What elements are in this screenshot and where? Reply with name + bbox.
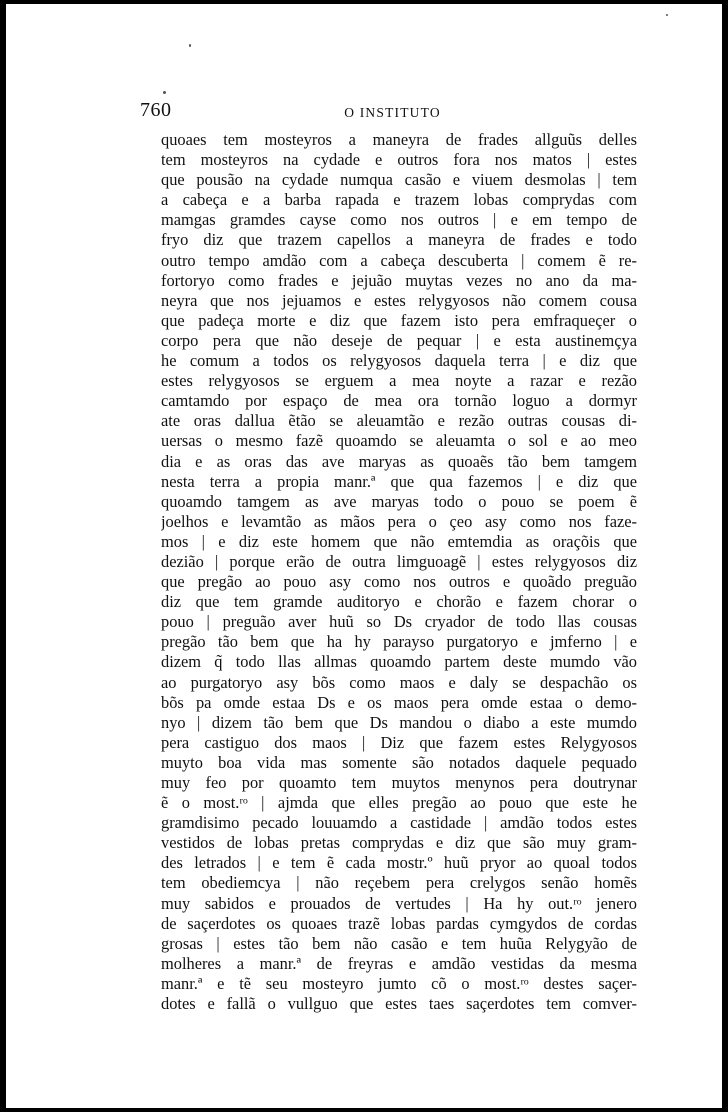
text-line: mamgas gramdes cayse como nos outros | e em tempo de — [161, 210, 637, 230]
text-line: estes relygyosos se erguem a mea noyte a razar e rezão — [161, 371, 637, 391]
text-line: diz que tem gramde auditoryo e chorão e fazem chorar o — [161, 592, 637, 612]
text-line: gramdisimo pecado louuamdo a castidade | amdão todos estes — [161, 813, 637, 833]
text-line: quoaes tem mosteyros a maneyra de frades allguũs delles — [161, 130, 637, 149]
text-line: corpo pera que não deseje de pequar | e esta austinemçya — [161, 330, 637, 350]
book-page — [6, 4, 722, 1108]
page-frame — [6, 4, 722, 1108]
text-line: fortoryo como frades e jejuão muytas vezes no ano da ma- — [161, 270, 637, 290]
text-line: ẽ o most.ʳᵒ | ajmda que elles pregão ao pouo que este he — [161, 793, 637, 813]
text-line: pregão tão bem que ha hy parayso purgatoryo e jmferno | e — [161, 632, 637, 652]
text-line: ao purgatoryo asy bõs como maos e daly se despachão os — [161, 672, 637, 692]
text-line: bõs pa omde estaa Ds e os maos pera omde estaa o demo- — [161, 692, 637, 712]
text-line: outro tempo amdão com a cabeça descuberta | comem ẽ re- — [161, 250, 637, 270]
text-line: que pregão ao pouo asy como nos outros e quoãdo preguão — [161, 572, 637, 592]
page-number: 760 — [140, 99, 172, 121]
text-line: dia e as oras das ave maryas as quoaẽs tão bem tamgem — [161, 451, 637, 471]
text-line: ate oras dallua ẽtão se aleuamtão e rezão outras cousas di- — [161, 411, 637, 431]
text-line: muy feo por quoamto tem muytos menynos pera doutrynar — [161, 773, 637, 792]
text-line: he comum a todos os relygyosos daquela terra | e diz que — [161, 351, 637, 371]
text-line: nyo | dizem tão bem que Ds mandou o diabo a este mumdo — [161, 712, 637, 732]
text-line: joelhos e levamtão as mãos pera o çeo asy como nos faze- — [161, 511, 637, 531]
print-speck — [189, 44, 191, 47]
text-line: nesta terra a propia manr.ª que qua fazemos | e diz que — [161, 471, 637, 491]
text-line: uersas o mesmo fazẽ quoamdo se aleuamta o sol e ao meo — [161, 431, 637, 451]
text-line: neyra que nos jejuamos e estes relygyosos não comem cousa — [161, 290, 637, 310]
text-line: de saçerdotes os quoaes trazẽ lobas pardas cymgydos de cordas — [161, 913, 637, 933]
text-line: muy sabidos e prouados de vertudes | Ha hy out.ʳᵒ jenero — [161, 893, 637, 913]
text-line: manr.ª e tẽ seu mosteyro jumto cõ o most.ʳᵒ destes saçer- — [161, 973, 637, 993]
text-line: camtamdo por espaço de mea ora tornão loguo a dormyr — [161, 391, 637, 411]
text-line: fryo diz que trazem capellos a maneyra de frades e todo — [161, 230, 637, 250]
page-header — [140, 99, 645, 121]
text-line: pera castiguo dos maos | Diz que fazem estes Relygyosos — [161, 732, 637, 752]
text-line: que padeça morte e diz que fazem isto pera emfraqueçer o — [161, 310, 637, 330]
print-speck — [666, 14, 668, 16]
print-speck — [163, 91, 166, 94]
text-line: dotes e fallã o vullguo que estes taes saçerdotes tem comver- — [161, 994, 637, 1014]
text-line: muyto boa vida mas somente são notados daquele pequado — [161, 752, 637, 772]
text-line: des letrados | e tem ẽ cada mostr.º huũ pryor ao quoal todos — [161, 853, 637, 873]
text-line: dizem q̃ todo llas allmas quoamdo partem deste mumdo vão — [161, 652, 637, 672]
text-line: a cabeça e a barba rapada e trazem lobas comprydas com — [161, 190, 637, 210]
text-line: mos | e diz este homem que não emtemdia as oraçõis que — [161, 531, 637, 551]
text-line: quoamdo tamgem as ave maryas todo o pouo se poem ẽ — [161, 491, 637, 511]
text-line: molheres a manr.ª de freyras e amdão vestidas da mesma — [161, 953, 637, 973]
body-text — [161, 130, 637, 1014]
text-line: vestidos de lobas pretas comprydas e diz que são muy gram- — [161, 833, 637, 853]
text-line: dezião | porque erão de outra limguoagẽ | estes relygyosos diz — [161, 551, 637, 571]
text-line: que pousão na cydade numqua casão e viuem desmolas | tem — [161, 170, 637, 190]
text-line: tem mosteyros na cydade e outros fora nos matos | estes — [161, 150, 637, 170]
running-title: O INSTITUTO — [344, 105, 441, 120]
text-line: grosas | estes tão bem não casão e tem huũa Relygyão de — [161, 933, 637, 953]
text-line: pouo | preguão aver huũ so Ds cryador de todo llas cousas — [161, 612, 637, 632]
text-line: tem obediemcya | não reçebem pera crelygos senão homẽs — [161, 873, 637, 893]
